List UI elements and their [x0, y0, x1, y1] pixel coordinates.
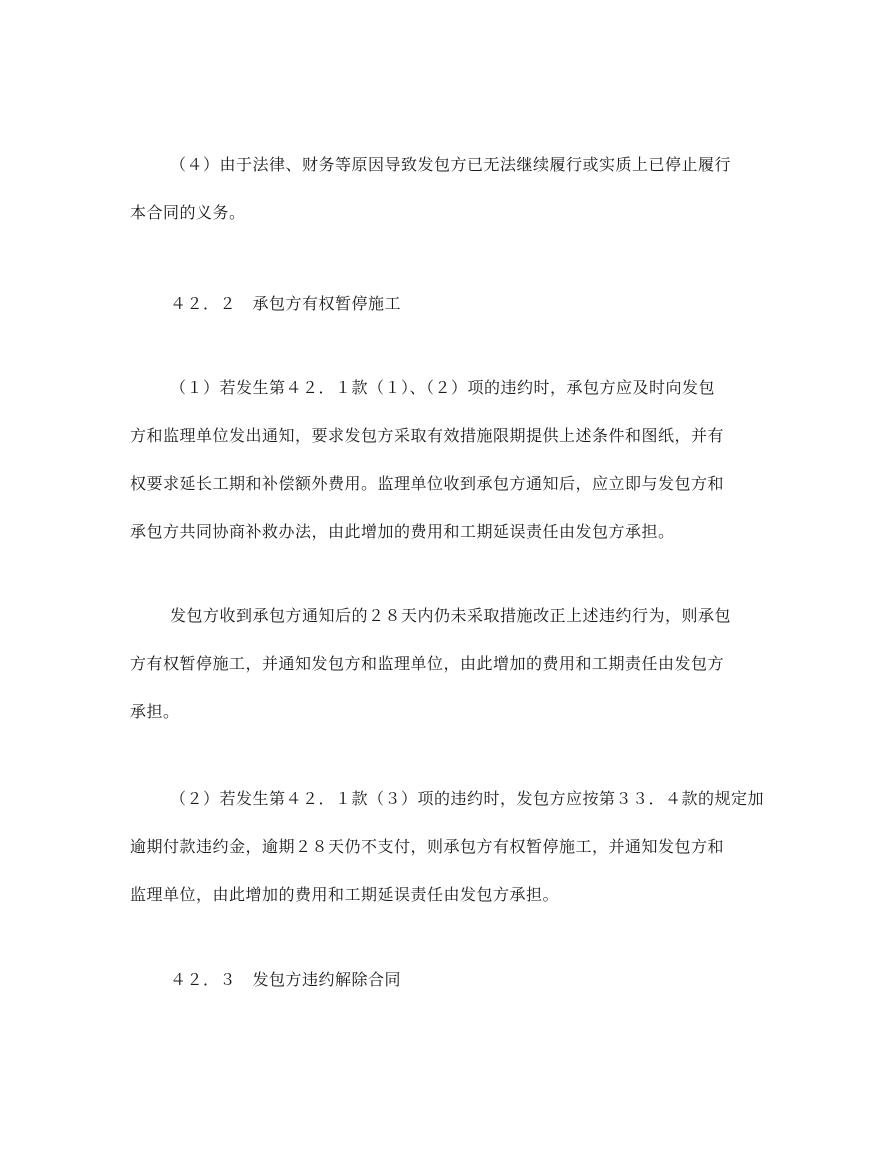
text-line: （２）若发生第４２．１款（３）项的违约时，发包方应按第３３．４款的规定加	[170, 789, 765, 808]
paragraph-clause-4	[130, 141, 770, 237]
paragraph-notice-28-days	[130, 592, 770, 736]
text-line: 监理单位，由此增加的费用和工期延误责任由发包方承担。	[130, 885, 560, 904]
paragraph-clause-1	[130, 364, 770, 556]
text-line: 承包方共同协商补救办法，由此增加的费用和工期延误责任由发包方承担。	[130, 522, 675, 541]
section-heading-42-2	[130, 280, 770, 328]
text-line: 发包方收到承包方通知后的２８天内仍未采取措施改正上述违约行为，则承包	[170, 606, 732, 625]
text-line: 方有权暂停施工，并通知发包方和监理单位，由此增加的费用和工期责任由发包方	[130, 654, 725, 673]
text-line: 逾期付款违约金，逾期２８天仍不支付，则承包方有权暂停施工，并通知发包方和	[130, 837, 725, 856]
paragraph-clause-2	[130, 775, 770, 919]
section-heading: ４２．３ 发包方违约解除合同	[170, 970, 402, 989]
text-line: 承担。	[130, 702, 180, 721]
text-line: （４）由于法律、财务等原因导致发包方已无法继续履行或实质上已停止履行	[170, 155, 732, 174]
section-heading-42-3	[130, 956, 770, 1004]
section-heading: ４２．２ 承包方有权暂停施工	[170, 294, 402, 313]
text-line: （１）若发生第４２．１款（１）、（２）项的违约时，承包方应及时向发包	[170, 378, 716, 397]
text-line: 权要求延长工期和补偿额外费用。监理单位收到承包方通知后，应立即与发包方和	[130, 474, 725, 493]
text-line: 方和监理单位发出通知，要求发包方采取有效措施限期提供上述条件和图纸，并有	[130, 426, 725, 445]
text-line: 本合同的义务。	[130, 203, 246, 222]
